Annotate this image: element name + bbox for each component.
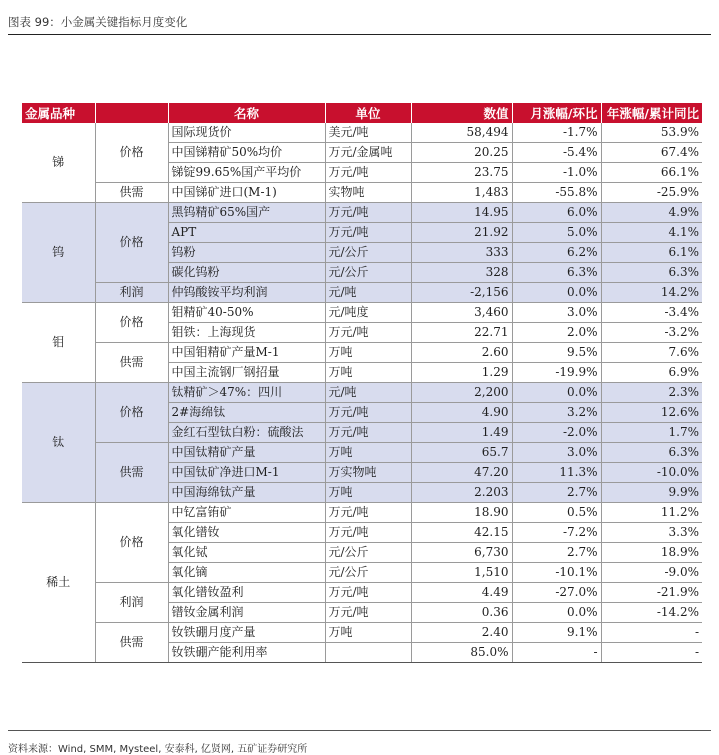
category-cell: 价格 [95, 203, 168, 283]
indicator-name-cell: 中钇富铕矿 [168, 503, 325, 523]
mom-change-cell: 11.3% [512, 463, 601, 483]
indicator-name-cell: 氧化镝 [168, 563, 325, 583]
indicator-name-cell: 中国锑矿进口(M-1) [168, 183, 325, 203]
value-cell: 47.20 [411, 463, 512, 483]
category-cell: 价格 [95, 383, 168, 443]
header-unit: 单位 [325, 103, 411, 123]
indicator-name-cell: 仲钨酸铵平均利润 [168, 283, 325, 303]
value-cell: 20.25 [411, 143, 512, 163]
indicator-name-cell: 钛精矿＞47%：四川 [168, 383, 325, 403]
table-row [22, 623, 702, 643]
indicator-name-cell: 中国钛矿净进口M-1 [168, 463, 325, 483]
unit-cell: 元/吨度 [325, 303, 411, 323]
mom-change-cell: 9.5% [512, 343, 601, 363]
indicator-name-cell: 碳化钨粉 [168, 263, 325, 283]
unit-cell: 万元/吨 [325, 223, 411, 243]
caption-rule [8, 34, 711, 35]
unit-cell: 元/公斤 [325, 543, 411, 563]
indicator-name-cell: 锑锭99.65%国产平均价 [168, 163, 325, 183]
indicator-name-cell: 镨钕金属利润 [168, 603, 325, 623]
value-cell: 65.7 [411, 443, 512, 463]
table-row [22, 123, 702, 143]
mom-change-cell: 2.0% [512, 323, 601, 343]
category-cell: 价格 [95, 303, 168, 343]
indicator-name-cell: 钨粉 [168, 243, 325, 263]
unit-cell: 元/公斤 [325, 563, 411, 583]
table-row [22, 183, 702, 203]
category-cell: 供需 [95, 183, 168, 203]
table-row [22, 443, 702, 463]
yoy-change-cell: 66.1% [601, 163, 702, 183]
mom-change-cell: 5.0% [512, 223, 601, 243]
unit-cell: 万吨 [325, 623, 411, 643]
metal-group-cell: 钨 [22, 203, 95, 303]
indicator-name-cell: 中国锑精矿50%均价 [168, 143, 325, 163]
value-cell: 333 [411, 243, 512, 263]
table-row [22, 343, 702, 363]
yoy-change-cell: 7.6% [601, 343, 702, 363]
yoy-change-cell: 1.7% [601, 423, 702, 443]
header-yoy: 年涨幅/累计同比 [601, 103, 702, 123]
indicator-name-cell: 2#海绵钛 [168, 403, 325, 423]
mom-change-cell: -27.0% [512, 583, 601, 603]
table-row [22, 283, 702, 303]
unit-cell: 万吨 [325, 343, 411, 363]
yoy-change-cell: 14.2% [601, 283, 702, 303]
value-cell: 2.60 [411, 343, 512, 363]
unit-cell: 元/吨 [325, 283, 411, 303]
mom-change-cell: -5.4% [512, 143, 601, 163]
value-cell: 23.75 [411, 163, 512, 183]
metals-indicator-table [22, 103, 702, 663]
unit-cell: 万元/金属吨 [325, 143, 411, 163]
value-cell: 22.71 [411, 323, 512, 343]
mom-change-cell: 3.0% [512, 443, 601, 463]
mom-change-cell: 6.3% [512, 263, 601, 283]
indicator-name-cell: 中国钼精矿产量M-1 [168, 343, 325, 363]
value-cell: 1.29 [411, 363, 512, 383]
yoy-change-cell: 6.3% [601, 443, 702, 463]
mom-change-cell: -19.9% [512, 363, 601, 383]
mom-change-cell: 2.7% [512, 483, 601, 503]
indicator-name-cell: 中国海绵钛产量 [168, 483, 325, 503]
figure-caption: 图表 99：小金属关键指标月度变化 [8, 15, 188, 29]
yoy-change-cell: 9.9% [601, 483, 702, 503]
source-note: 资料来源：Wind, SMM, Mysteel, 安泰科, 亿贤网, 五矿证券研究所 [8, 744, 308, 755]
mom-change-cell: 3.2% [512, 403, 601, 423]
unit-cell: 美元/吨 [325, 123, 411, 143]
metal-group-cell: 稀土 [22, 503, 95, 663]
table-row [22, 383, 702, 403]
category-cell: 利润 [95, 583, 168, 623]
indicator-name-cell: 中国主流钢厂钢招量 [168, 363, 325, 383]
footer-rule [8, 730, 711, 731]
value-cell: 42.15 [411, 523, 512, 543]
mom-change-cell: 6.0% [512, 203, 601, 223]
yoy-change-cell: 67.4% [601, 143, 702, 163]
yoy-change-cell: 12.6% [601, 403, 702, 423]
metal-group-cell: 锑 [22, 123, 95, 203]
category-cell: 供需 [95, 443, 168, 503]
indicator-name-cell: 黑钨精矿65%国产 [168, 203, 325, 223]
mom-change-cell: 3.0% [512, 303, 601, 323]
yoy-change-cell: -3.2% [601, 323, 702, 343]
unit-cell: 实物吨 [325, 183, 411, 203]
indicator-name-cell: 氧化铽 [168, 543, 325, 563]
unit-cell: 万吨 [325, 363, 411, 383]
indicator-name-cell: 中国钛精矿产量 [168, 443, 325, 463]
value-cell: 21.92 [411, 223, 512, 243]
yoy-change-cell: 4.1% [601, 223, 702, 243]
mom-change-cell: 0.0% [512, 603, 601, 623]
yoy-change-cell: 4.9% [601, 203, 702, 223]
value-cell: 4.90 [411, 403, 512, 423]
yoy-change-cell: 6.3% [601, 263, 702, 283]
unit-cell: 万元/吨 [325, 163, 411, 183]
value-cell: 58,494 [411, 123, 512, 143]
yoy-change-cell: 18.9% [601, 543, 702, 563]
unit-cell [325, 643, 411, 663]
header-metal: 金属品种 [22, 103, 95, 123]
indicator-name-cell: 金红石型钛白粉：硫酸法 [168, 423, 325, 443]
value-cell: 18.90 [411, 503, 512, 523]
category-cell: 供需 [95, 623, 168, 663]
metal-group-cell: 钼 [22, 303, 95, 383]
mom-change-cell: -10.1% [512, 563, 601, 583]
category-cell: 价格 [95, 123, 168, 183]
yoy-change-cell: 3.3% [601, 523, 702, 543]
indicator-name-cell: 国际现货价 [168, 123, 325, 143]
indicator-name-cell: 钕铁硼产能利用率 [168, 643, 325, 663]
table-body [22, 123, 702, 663]
yoy-change-cell: 53.9% [601, 123, 702, 143]
table-row [22, 503, 702, 523]
mom-change-cell: - [512, 643, 601, 663]
value-cell: 1,510 [411, 563, 512, 583]
value-cell: 2.203 [411, 483, 512, 503]
yoy-change-cell: 11.2% [601, 503, 702, 523]
category-cell: 供需 [95, 343, 168, 383]
mom-change-cell: 0.5% [512, 503, 601, 523]
table-row [22, 303, 702, 323]
yoy-change-cell: -10.0% [601, 463, 702, 483]
unit-cell: 万元/吨 [325, 423, 411, 443]
unit-cell: 万元/吨 [325, 603, 411, 623]
yoy-change-cell: - [601, 623, 702, 643]
mom-change-cell: -2.0% [512, 423, 601, 443]
unit-cell: 万元/吨 [325, 523, 411, 543]
unit-cell: 元/公斤 [325, 263, 411, 283]
unit-cell: 万元/吨 [325, 583, 411, 603]
value-cell: 2.40 [411, 623, 512, 643]
unit-cell: 元/吨 [325, 383, 411, 403]
mom-change-cell: 2.7% [512, 543, 601, 563]
mom-change-cell: -1.0% [512, 163, 601, 183]
yoy-change-cell: -25.9% [601, 183, 702, 203]
value-cell: 1,483 [411, 183, 512, 203]
yoy-change-cell: 2.3% [601, 383, 702, 403]
indicator-name-cell: 钼铁：上海现货 [168, 323, 325, 343]
header-name: 名称 [168, 103, 325, 123]
yoy-change-cell: -9.0% [601, 563, 702, 583]
header-mom: 月涨幅/环比 [512, 103, 601, 123]
yoy-change-cell: -3.4% [601, 303, 702, 323]
indicator-name-cell: APT [168, 223, 325, 243]
value-cell: 6,730 [411, 543, 512, 563]
value-cell: 2,200 [411, 383, 512, 403]
mom-change-cell: -55.8% [512, 183, 601, 203]
mom-change-cell: -7.2% [512, 523, 601, 543]
yoy-change-cell: -21.9% [601, 583, 702, 603]
value-cell: -2,156 [411, 283, 512, 303]
yoy-change-cell: -14.2% [601, 603, 702, 623]
header-row [22, 103, 702, 123]
category-cell: 价格 [95, 503, 168, 583]
category-cell: 利润 [95, 283, 168, 303]
mom-change-cell: 6.2% [512, 243, 601, 263]
value-cell: 328 [411, 263, 512, 283]
unit-cell: 万元/吨 [325, 203, 411, 223]
mom-change-cell: 0.0% [512, 283, 601, 303]
value-cell: 4.49 [411, 583, 512, 603]
value-cell: 0.36 [411, 603, 512, 623]
unit-cell: 万吨 [325, 443, 411, 463]
table-row [22, 583, 702, 603]
value-cell: 3,460 [411, 303, 512, 323]
metal-group-cell: 钛 [22, 383, 95, 503]
yoy-change-cell: - [601, 643, 702, 663]
unit-cell: 万吨 [325, 483, 411, 503]
yoy-change-cell: 6.1% [601, 243, 702, 263]
indicator-name-cell: 氧化镨钕盈利 [168, 583, 325, 603]
header-value: 数值 [411, 103, 512, 123]
unit-cell: 万元/吨 [325, 403, 411, 423]
header-category [95, 103, 168, 123]
unit-cell: 万元/吨 [325, 323, 411, 343]
mom-change-cell: 0.0% [512, 383, 601, 403]
unit-cell: 万元/吨 [325, 503, 411, 523]
unit-cell: 万实物吨 [325, 463, 411, 483]
unit-cell: 元/公斤 [325, 243, 411, 263]
indicator-name-cell: 钼精矿40-50% [168, 303, 325, 323]
value-cell: 1.49 [411, 423, 512, 443]
mom-change-cell: 9.1% [512, 623, 601, 643]
value-cell: 85.0% [411, 643, 512, 663]
value-cell: 14.95 [411, 203, 512, 223]
indicator-name-cell: 钕铁硼月度产量 [168, 623, 325, 643]
yoy-change-cell: 6.9% [601, 363, 702, 383]
table-row [22, 203, 702, 223]
indicator-name-cell: 氧化镨钕 [168, 523, 325, 543]
mom-change-cell: -1.7% [512, 123, 601, 143]
